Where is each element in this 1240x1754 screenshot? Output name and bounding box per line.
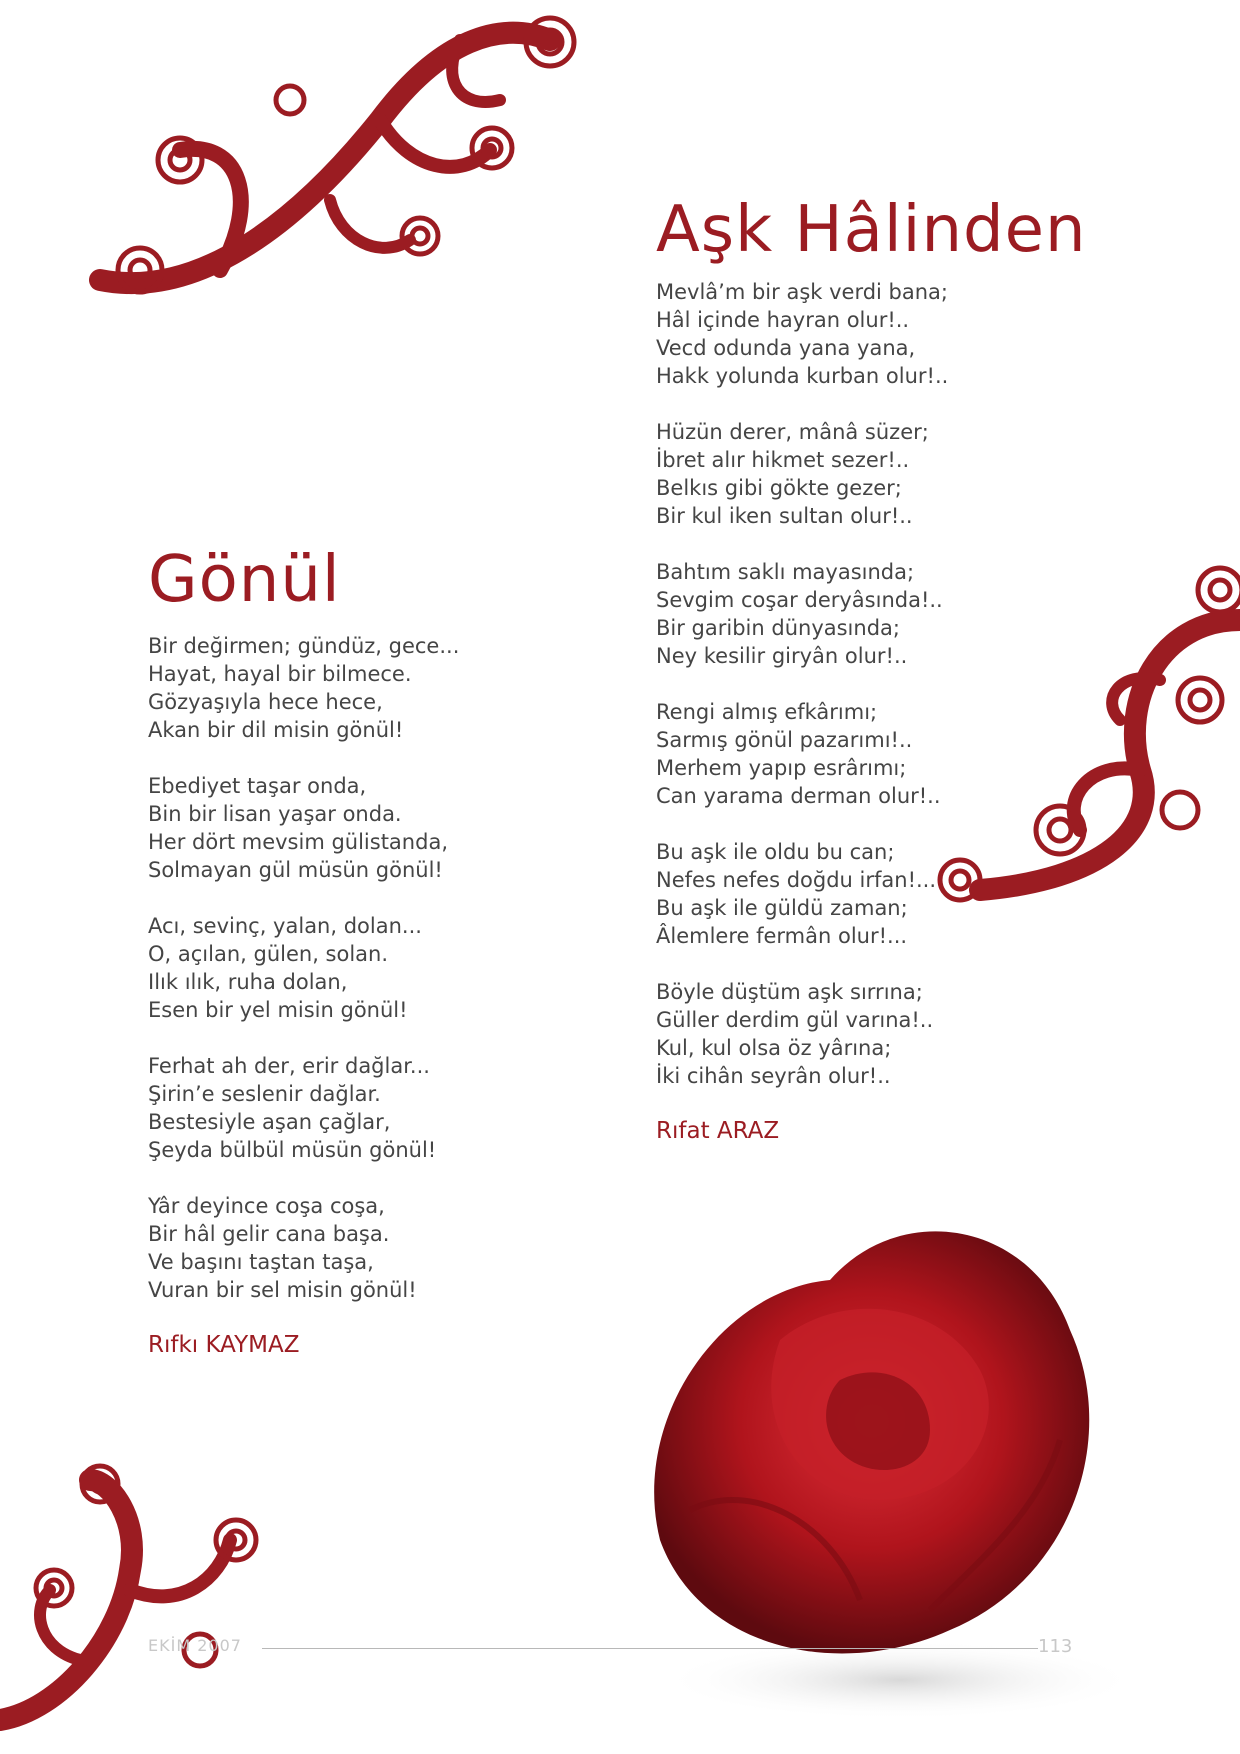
footer-date: EKİM 2007 bbox=[148, 1636, 242, 1655]
poem-line: Bir garibin dünyasında; bbox=[656, 616, 900, 640]
poem-line: Esen bir yel misin gönül! bbox=[148, 998, 408, 1022]
poem-line: Can yarama derman olur!.. bbox=[656, 784, 941, 808]
poem-line: Gözyaşıyla hece hece, bbox=[148, 690, 383, 714]
poem-line: Merhem yapıp esrârımı; bbox=[656, 756, 907, 780]
poem-line: Ilık ılık, ruha dolan, bbox=[148, 970, 348, 994]
poem-title: Gönül bbox=[148, 543, 341, 617]
poem-line: Nefes nefes doğdu irfan!... bbox=[656, 868, 937, 892]
poem-line: Hâl içinde hayran olur!.. bbox=[656, 308, 910, 332]
poem-line: Her dört mevsim gülistanda, bbox=[148, 830, 448, 854]
stanza bbox=[148, 912, 459, 1024]
poem-title: Aşk Hâlinden bbox=[656, 193, 1087, 267]
poem-line: Âlemlere fermân olur!... bbox=[656, 924, 908, 948]
swirl-ornament-top-left bbox=[80, 0, 580, 320]
poem-line: Kul, kul olsa öz yârına; bbox=[656, 1036, 892, 1060]
poem-line: İki cihân seyrân olur!.. bbox=[656, 1064, 891, 1088]
poem-line: Şirin’e seslenir dağlar. bbox=[148, 1082, 381, 1106]
poem-line: Sarmış gönül pazarımı!.. bbox=[656, 728, 913, 752]
poem-line: Hüzün derer, mânâ süzer; bbox=[656, 420, 929, 444]
poem-line: Hakk yolunda kurban olur!.. bbox=[656, 364, 949, 388]
poem-ask-halinden bbox=[656, 190, 1087, 1144]
poem-line: O, açılan, gülen, solan. bbox=[148, 942, 389, 966]
poem-line: İbret alır hikmet sezer!.. bbox=[656, 448, 910, 472]
stanza bbox=[656, 278, 1087, 390]
poem-line: Ebediyet taşar onda, bbox=[148, 774, 367, 798]
poem-line: Mevlâ’m bir aşk verdi bana; bbox=[656, 280, 949, 304]
swirl-ornament-bottom-left bbox=[0, 1460, 340, 1754]
stanza bbox=[148, 1192, 459, 1304]
poem-line: Ferhat ah der, erir dağlar... bbox=[148, 1054, 430, 1078]
stanza bbox=[656, 558, 1087, 670]
poem-line: Bahtım saklı mayasında; bbox=[656, 560, 915, 584]
poem-line: Belkıs gibi gökte gezer; bbox=[656, 476, 902, 500]
poem-line: Vuran bir sel misin gönül! bbox=[148, 1278, 417, 1302]
poem-line: Rengi almış efkârımı; bbox=[656, 700, 878, 724]
stanza bbox=[656, 838, 1087, 950]
poem-stanzas bbox=[656, 278, 1087, 1090]
poem-line: Yâr deyince coşa coşa, bbox=[148, 1194, 385, 1218]
poem-line: Hayat, hayal bir bilmece. bbox=[148, 662, 412, 686]
poem-author: Rıfkı KAYMAZ bbox=[148, 1332, 300, 1358]
poem-line: Bir kul iken sultan olur!.. bbox=[656, 504, 913, 528]
poem-line: Vecd odunda yana yana, bbox=[656, 336, 916, 360]
poem-line: Akan bir dil misin gönül! bbox=[148, 718, 404, 742]
stanza bbox=[148, 1052, 459, 1164]
poem-line: Sevgim coşar deryâsında!.. bbox=[656, 588, 943, 612]
stanza bbox=[656, 418, 1087, 530]
poem-line: Bir değirmen; gündüz, gece... bbox=[148, 634, 460, 658]
poem-line: Bestesiyle aşan çağlar, bbox=[148, 1110, 391, 1134]
stanza bbox=[148, 632, 459, 744]
stanza bbox=[656, 698, 1087, 810]
poem-author: Rıfat ARAZ bbox=[656, 1118, 780, 1144]
poem-stanzas bbox=[148, 632, 459, 1304]
poem-line: Acı, sevinç, yalan, dolan... bbox=[148, 914, 422, 938]
poem-line: Bu aşk ile oldu bu can; bbox=[656, 840, 895, 864]
stanza bbox=[148, 772, 459, 884]
poem-line: Bir hâl gelir cana başa. bbox=[148, 1222, 390, 1246]
poem-line: Ve başını taştan taşa, bbox=[148, 1250, 374, 1274]
poem-line: Böyle düştüm aşk sırrına; bbox=[656, 980, 923, 1004]
poem-line: Güller derdim gül varına!.. bbox=[656, 1008, 934, 1032]
poem-line: Şeyda bülbül müsün gönül! bbox=[148, 1138, 437, 1162]
stanza bbox=[656, 978, 1087, 1090]
page-number: 113 bbox=[1038, 1636, 1073, 1657]
poem-line: Bin bir lisan yaşar onda. bbox=[148, 802, 402, 826]
footer-divider bbox=[262, 1648, 1038, 1649]
poem-line: Solmayan gül müsün gönül! bbox=[148, 858, 443, 882]
poem-gonul bbox=[148, 540, 459, 1358]
poem-line: Ney kesilir giryân olur!.. bbox=[656, 644, 908, 668]
poem-line: Bu aşk ile güldü zaman; bbox=[656, 896, 908, 920]
